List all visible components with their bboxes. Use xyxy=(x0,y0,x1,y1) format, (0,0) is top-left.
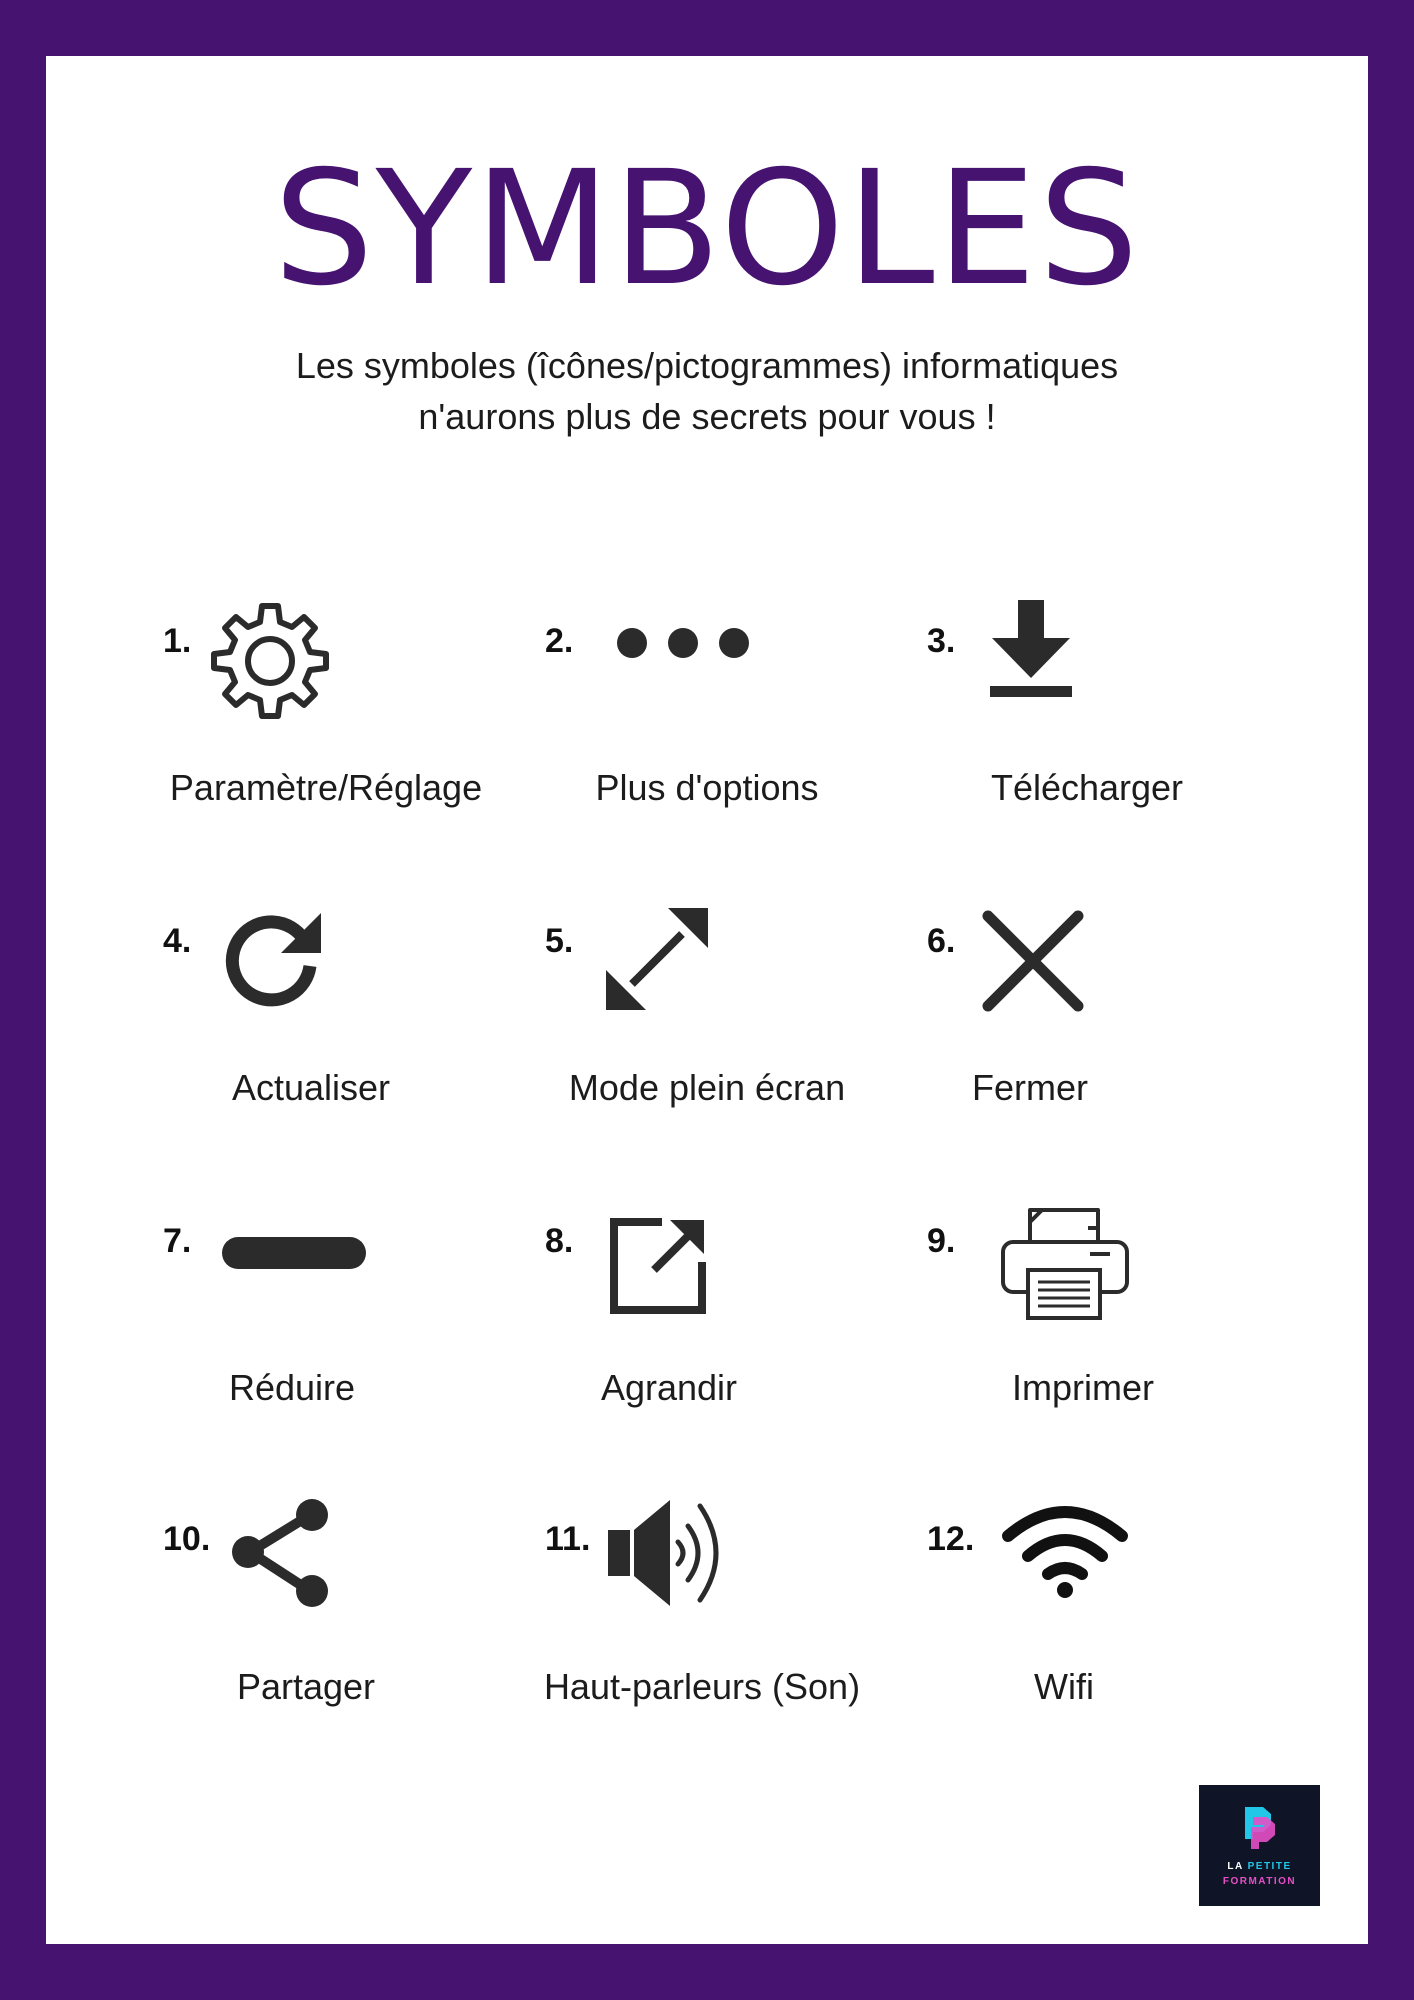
refresh-icon xyxy=(218,908,324,1014)
item-number-9: 9. xyxy=(927,1222,956,1260)
page-subtitle xyxy=(157,340,1257,442)
logo-mark-icon xyxy=(1241,1805,1277,1851)
minimize-icon xyxy=(222,1237,366,1269)
logo-text-petite: PETITE xyxy=(1247,1861,1292,1872)
item-label-2: Plus d'options xyxy=(595,767,819,808)
item-label-6: Fermer xyxy=(972,1067,1088,1108)
wifi-icon xyxy=(1000,1500,1130,1600)
fullscreen-icon xyxy=(606,908,708,1010)
item-label-5: Mode plein écran xyxy=(568,1067,846,1108)
item-number-1: 1. xyxy=(163,622,192,660)
external-link-icon xyxy=(606,1214,710,1318)
item-number-6: 6. xyxy=(927,922,956,960)
item-label-7: Réduire xyxy=(228,1367,356,1408)
subtitle-line-1: Les symboles (îcônes/pictogrammes) informatiques xyxy=(295,345,1119,386)
download-icon xyxy=(990,600,1072,698)
printer-icon xyxy=(1000,1208,1130,1320)
page-title: SYMBOLES xyxy=(273,137,1141,321)
item-label-12: Wifi xyxy=(1034,1666,1094,1707)
item-number-4: 4. xyxy=(163,922,192,960)
item-label-1: Paramètre/Réglage xyxy=(169,767,483,808)
item-label-11: Haut-parleurs (Son) xyxy=(543,1666,861,1707)
speaker-icon xyxy=(608,1498,734,1608)
item-number-8: 8. xyxy=(545,1222,574,1260)
item-label-9: Imprimer xyxy=(1012,1367,1154,1408)
item-number-12: 12. xyxy=(927,1520,975,1558)
share-icon xyxy=(228,1497,332,1609)
item-label-10: Partager xyxy=(236,1666,376,1707)
item-label-8: Agrandir xyxy=(600,1367,738,1408)
item-number-3: 3. xyxy=(927,622,956,660)
la-petite-formation-logo xyxy=(1199,1785,1320,1906)
item-label-4: Actualiser xyxy=(231,1067,391,1108)
gear-icon xyxy=(210,600,330,720)
item-number-10: 10. xyxy=(163,1520,211,1558)
item-number-11: 11. xyxy=(545,1520,591,1558)
logo-text-la: LA xyxy=(1227,1861,1244,1872)
more-options-icon xyxy=(612,625,754,661)
close-icon xyxy=(982,910,1084,1012)
item-label-3: Télécharger xyxy=(990,767,1184,808)
logo-text-formation: FORMATION xyxy=(1222,1876,1297,1887)
item-number-5: 5. xyxy=(545,922,574,960)
item-number-7: 7. xyxy=(163,1222,192,1260)
subtitle-line-2: n'aurons plus de secrets pour vous ! xyxy=(418,396,996,437)
item-number-2: 2. xyxy=(545,622,574,660)
